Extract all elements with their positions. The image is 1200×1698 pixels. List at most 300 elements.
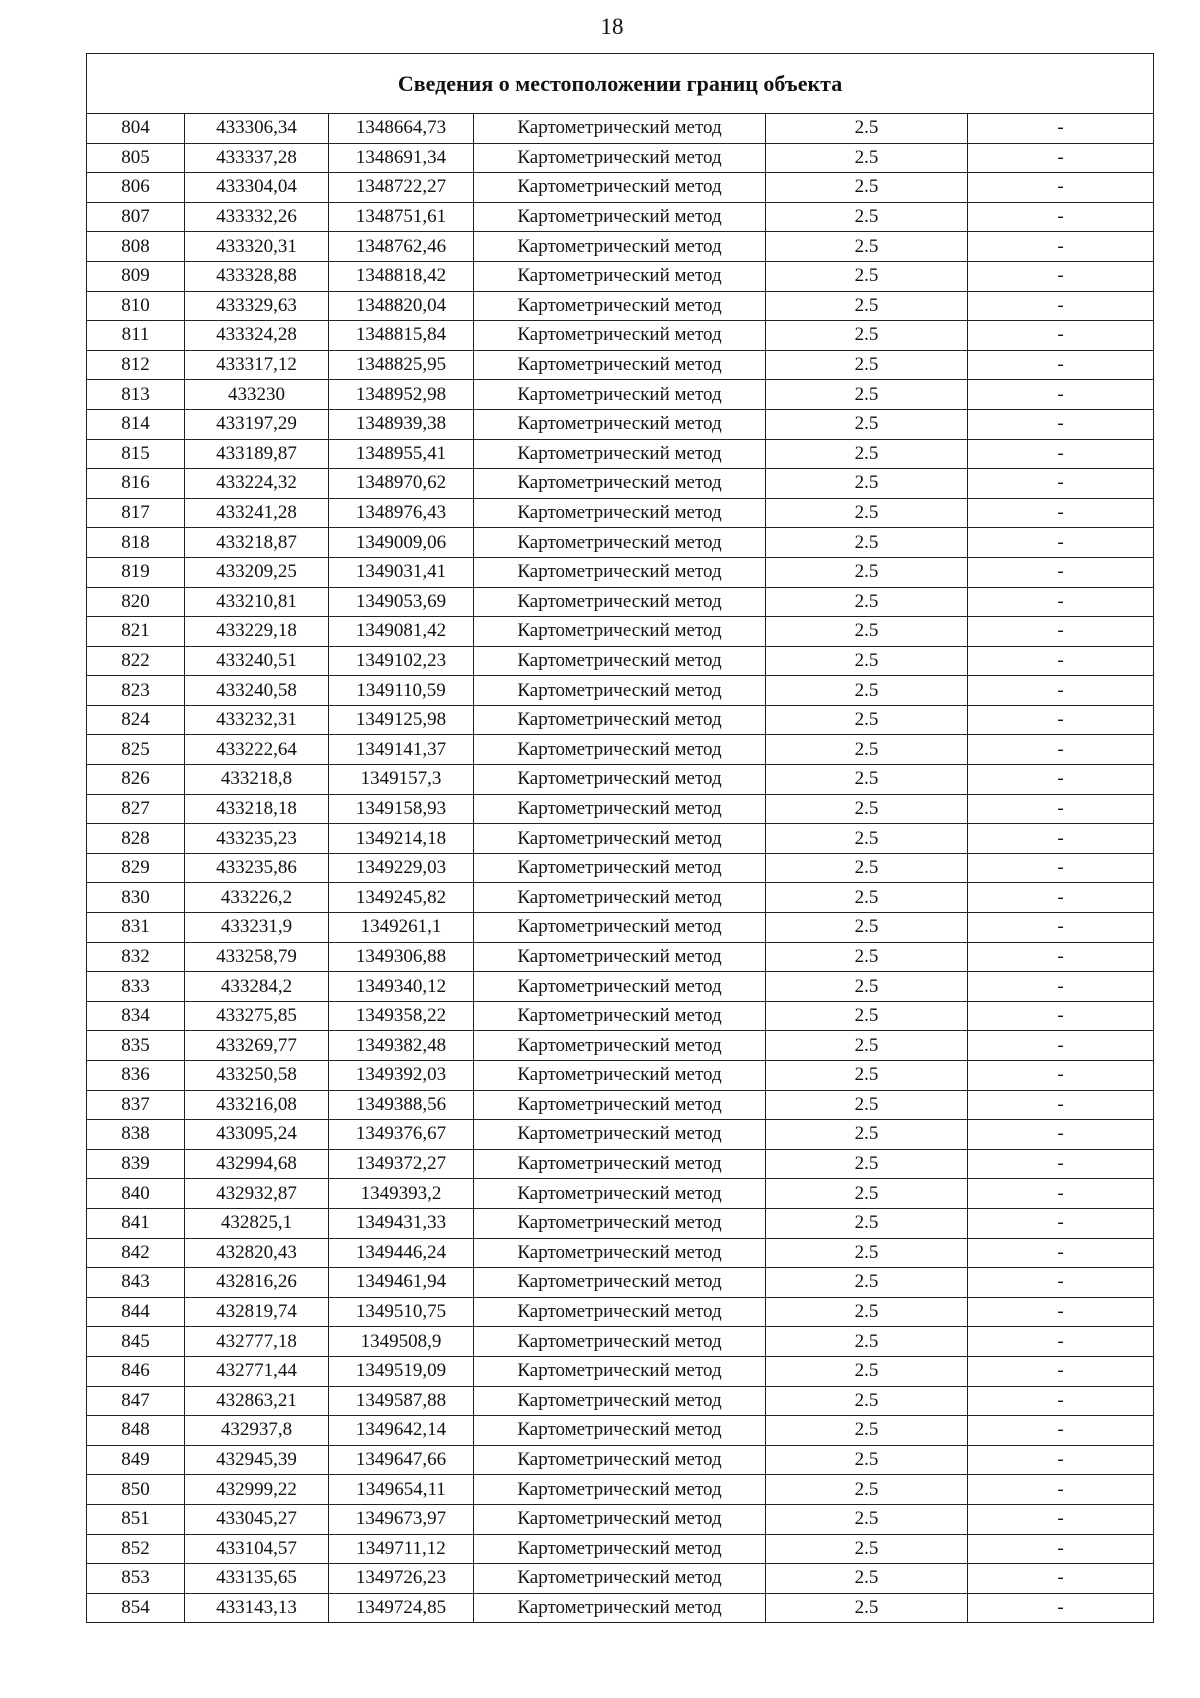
description-cell: - [968, 587, 1154, 617]
x-coordinate-cell: 433222,64 [185, 735, 329, 765]
x-coordinate-cell: 433232,31 [185, 705, 329, 735]
y-coordinate-cell: 1348970,62 [329, 469, 474, 499]
point-number-cell: 821 [87, 617, 185, 647]
point-number-cell: 843 [87, 1268, 185, 1298]
table-row [87, 1534, 1154, 1564]
point-number-cell: 841 [87, 1208, 185, 1238]
x-coordinate-cell: 433332,26 [185, 202, 329, 232]
method-cell: Картометрический метод [474, 617, 766, 647]
description-cell: - [968, 1386, 1154, 1416]
table-row [87, 1504, 1154, 1534]
table-title: Сведения о местоположении границ объекта [87, 54, 1154, 114]
x-coordinate-cell: 433218,87 [185, 528, 329, 558]
accuracy-cell: 2.5 [766, 1356, 968, 1386]
point-number-cell: 820 [87, 587, 185, 617]
point-number-cell: 824 [87, 705, 185, 735]
method-cell: Картометрический метод [474, 883, 766, 913]
point-number-cell: 804 [87, 114, 185, 144]
point-number-cell: 835 [87, 1031, 185, 1061]
table-row [87, 1120, 1154, 1150]
point-number-cell: 832 [87, 942, 185, 972]
accuracy-cell: 2.5 [766, 1208, 968, 1238]
method-cell: Картометрический метод [474, 1179, 766, 1209]
accuracy-cell: 2.5 [766, 1534, 968, 1564]
accuracy-cell: 2.5 [766, 853, 968, 883]
description-cell: - [968, 1593, 1154, 1623]
method-cell: Картометрический метод [474, 735, 766, 765]
description-cell: - [968, 202, 1154, 232]
table-row [87, 1031, 1154, 1061]
table-row [87, 291, 1154, 321]
accuracy-cell: 2.5 [766, 114, 968, 144]
table-row [87, 498, 1154, 528]
x-coordinate-cell: 433320,31 [185, 232, 329, 262]
page-number: 18 [600, 14, 624, 39]
point-number-cell: 816 [87, 469, 185, 499]
point-number-cell: 831 [87, 913, 185, 943]
accuracy-cell: 2.5 [766, 1090, 968, 1120]
method-cell: Картометрический метод [474, 291, 766, 321]
y-coordinate-cell: 1349110,59 [329, 676, 474, 706]
accuracy-cell: 2.5 [766, 1386, 968, 1416]
method-cell: Картометрический метод [474, 350, 766, 380]
description-cell: - [968, 942, 1154, 972]
accuracy-cell: 2.5 [766, 1001, 968, 1031]
point-number-cell: 834 [87, 1001, 185, 1031]
x-coordinate-cell: 433224,32 [185, 469, 329, 499]
accuracy-cell: 2.5 [766, 469, 968, 499]
table-row [87, 972, 1154, 1002]
method-cell: Картометрический метод [474, 1416, 766, 1446]
point-number-cell: 823 [87, 676, 185, 706]
y-coordinate-cell: 1349642,14 [329, 1416, 474, 1446]
point-number-cell: 844 [87, 1297, 185, 1327]
table-row [87, 114, 1154, 144]
table-row [87, 173, 1154, 203]
accuracy-cell: 2.5 [766, 1268, 968, 1298]
method-cell: Картометрический метод [474, 1504, 766, 1534]
accuracy-cell: 2.5 [766, 1179, 968, 1209]
description-cell: - [968, 1445, 1154, 1475]
point-number-cell: 846 [87, 1356, 185, 1386]
point-number-cell: 838 [87, 1120, 185, 1150]
point-number-cell: 811 [87, 321, 185, 351]
table-row [87, 1475, 1154, 1505]
x-coordinate-cell: 433143,13 [185, 1593, 329, 1623]
table-row [87, 409, 1154, 439]
method-cell: Картометрический метод [474, 1001, 766, 1031]
table-row [87, 1090, 1154, 1120]
point-number-cell: 819 [87, 557, 185, 587]
accuracy-cell: 2.5 [766, 1297, 968, 1327]
description-cell: - [968, 1238, 1154, 1268]
point-number-cell: 850 [87, 1475, 185, 1505]
y-coordinate-cell: 1349519,09 [329, 1356, 474, 1386]
x-coordinate-cell: 433269,77 [185, 1031, 329, 1061]
y-coordinate-cell: 1349009,06 [329, 528, 474, 558]
description-cell: - [968, 1297, 1154, 1327]
x-coordinate-cell: 432771,44 [185, 1356, 329, 1386]
accuracy-cell: 2.5 [766, 232, 968, 262]
x-coordinate-cell: 433329,63 [185, 291, 329, 321]
accuracy-cell: 2.5 [766, 883, 968, 913]
point-number-cell: 830 [87, 883, 185, 913]
table-row [87, 557, 1154, 587]
y-coordinate-cell: 1349724,85 [329, 1593, 474, 1623]
point-number-cell: 836 [87, 1061, 185, 1091]
description-cell: - [968, 676, 1154, 706]
point-number-cell: 809 [87, 261, 185, 291]
point-number-cell: 805 [87, 143, 185, 173]
x-coordinate-cell: 433104,57 [185, 1534, 329, 1564]
x-coordinate-cell: 433240,51 [185, 646, 329, 676]
table-row [87, 735, 1154, 765]
table-row [87, 1416, 1154, 1446]
method-cell: Картометрический метод [474, 1356, 766, 1386]
accuracy-cell: 2.5 [766, 646, 968, 676]
x-coordinate-cell: 433240,58 [185, 676, 329, 706]
x-coordinate-cell: 432945,39 [185, 1445, 329, 1475]
x-coordinate-cell: 433226,2 [185, 883, 329, 913]
accuracy-cell: 2.5 [766, 321, 968, 351]
y-coordinate-cell: 1348751,61 [329, 202, 474, 232]
x-coordinate-cell: 433229,18 [185, 617, 329, 647]
x-coordinate-cell: 433209,25 [185, 557, 329, 587]
y-coordinate-cell: 1349673,97 [329, 1504, 474, 1534]
x-coordinate-cell: 432937,8 [185, 1416, 329, 1446]
method-cell: Картометрический метод [474, 498, 766, 528]
accuracy-cell: 2.5 [766, 972, 968, 1002]
method-cell: Картометрический метод [474, 1268, 766, 1298]
description-cell: - [968, 1061, 1154, 1091]
method-cell: Картометрический метод [474, 321, 766, 351]
y-coordinate-cell: 1349392,03 [329, 1061, 474, 1091]
method-cell: Картометрический метод [474, 1120, 766, 1150]
accuracy-cell: 2.5 [766, 439, 968, 469]
description-cell: - [968, 1327, 1154, 1357]
y-coordinate-cell: 1348762,46 [329, 232, 474, 262]
table-row [87, 1445, 1154, 1475]
method-cell: Картометрический метод [474, 261, 766, 291]
boundary-coordinates-table [86, 53, 1154, 1623]
accuracy-cell: 2.5 [766, 528, 968, 558]
table-row [87, 942, 1154, 972]
point-number-cell: 807 [87, 202, 185, 232]
method-cell: Картометрический метод [474, 173, 766, 203]
table-row [87, 1327, 1154, 1357]
y-coordinate-cell: 1349711,12 [329, 1534, 474, 1564]
method-cell: Картометрический метод [474, 1208, 766, 1238]
description-cell: - [968, 1090, 1154, 1120]
description-cell: - [968, 913, 1154, 943]
description-cell: - [968, 498, 1154, 528]
y-coordinate-cell: 1349393,2 [329, 1179, 474, 1209]
point-number-cell: 828 [87, 824, 185, 854]
description-cell: - [968, 114, 1154, 144]
accuracy-cell: 2.5 [766, 1149, 968, 1179]
table-row [87, 261, 1154, 291]
table-row [87, 1593, 1154, 1623]
accuracy-cell: 2.5 [766, 1327, 968, 1357]
point-number-cell: 818 [87, 528, 185, 558]
description-cell: - [968, 824, 1154, 854]
description-cell: - [968, 1504, 1154, 1534]
table-row [87, 1179, 1154, 1209]
description-cell: - [968, 439, 1154, 469]
point-number-cell: 851 [87, 1504, 185, 1534]
x-coordinate-cell: 432819,74 [185, 1297, 329, 1327]
table-row [87, 676, 1154, 706]
y-coordinate-cell: 1349431,33 [329, 1208, 474, 1238]
point-number-cell: 827 [87, 794, 185, 824]
description-cell: - [968, 735, 1154, 765]
description-cell: - [968, 1208, 1154, 1238]
y-coordinate-cell: 1349157,3 [329, 765, 474, 795]
point-number-cell: 806 [87, 173, 185, 203]
accuracy-cell: 2.5 [766, 557, 968, 587]
description-cell: - [968, 883, 1154, 913]
accuracy-cell: 2.5 [766, 143, 968, 173]
table-row [87, 232, 1154, 262]
y-coordinate-cell: 1349461,94 [329, 1268, 474, 1298]
accuracy-cell: 2.5 [766, 498, 968, 528]
y-coordinate-cell: 1349376,67 [329, 1120, 474, 1150]
y-coordinate-cell: 1349358,22 [329, 1001, 474, 1031]
point-number-cell: 813 [87, 380, 185, 410]
x-coordinate-cell: 432999,22 [185, 1475, 329, 1505]
point-number-cell: 848 [87, 1416, 185, 1446]
description-cell: - [968, 794, 1154, 824]
method-cell: Картометрический метод [474, 1475, 766, 1505]
x-coordinate-cell: 433306,34 [185, 114, 329, 144]
x-coordinate-cell: 432820,43 [185, 1238, 329, 1268]
description-cell: - [968, 380, 1154, 410]
y-coordinate-cell: 1349647,66 [329, 1445, 474, 1475]
table-row [87, 1001, 1154, 1031]
description-cell: - [968, 646, 1154, 676]
table-row [87, 617, 1154, 647]
x-coordinate-cell: 433250,58 [185, 1061, 329, 1091]
accuracy-cell: 2.5 [766, 765, 968, 795]
method-cell: Картометрический метод [474, 202, 766, 232]
method-cell: Картометрический метод [474, 143, 766, 173]
x-coordinate-cell: 433337,28 [185, 143, 329, 173]
description-cell: - [968, 291, 1154, 321]
point-number-cell: 854 [87, 1593, 185, 1623]
y-coordinate-cell: 1349053,69 [329, 587, 474, 617]
method-cell: Картометрический метод [474, 765, 766, 795]
point-number-cell: 825 [87, 735, 185, 765]
description-cell: - [968, 557, 1154, 587]
description-cell: - [968, 972, 1154, 1002]
accuracy-cell: 2.5 [766, 1416, 968, 1446]
point-number-cell: 814 [87, 409, 185, 439]
accuracy-cell: 2.5 [766, 794, 968, 824]
y-coordinate-cell: 1349031,41 [329, 557, 474, 587]
accuracy-cell: 2.5 [766, 1238, 968, 1268]
x-coordinate-cell: 433095,24 [185, 1120, 329, 1150]
table-row [87, 646, 1154, 676]
x-coordinate-cell: 433235,86 [185, 853, 329, 883]
y-coordinate-cell: 1348691,34 [329, 143, 474, 173]
accuracy-cell: 2.5 [766, 380, 968, 410]
x-coordinate-cell: 433231,9 [185, 913, 329, 943]
table-row [87, 143, 1154, 173]
description-cell: - [968, 1120, 1154, 1150]
method-cell: Картометрический метод [474, 469, 766, 499]
table-row [87, 1297, 1154, 1327]
x-coordinate-cell: 433241,28 [185, 498, 329, 528]
x-coordinate-cell: 433324,28 [185, 321, 329, 351]
y-coordinate-cell: 1349158,93 [329, 794, 474, 824]
x-coordinate-cell: 433197,29 [185, 409, 329, 439]
y-coordinate-cell: 1348818,42 [329, 261, 474, 291]
accuracy-cell: 2.5 [766, 1061, 968, 1091]
table-row [87, 1356, 1154, 1386]
method-cell: Картометрический метод [474, 587, 766, 617]
accuracy-cell: 2.5 [766, 350, 968, 380]
table-row [87, 913, 1154, 943]
method-cell: Картометрический метод [474, 646, 766, 676]
point-number-cell: 817 [87, 498, 185, 528]
y-coordinate-cell: 1349102,23 [329, 646, 474, 676]
table-row [87, 1061, 1154, 1091]
y-coordinate-cell: 1349125,98 [329, 705, 474, 735]
method-cell: Картометрический метод [474, 557, 766, 587]
table-row [87, 350, 1154, 380]
y-coordinate-cell: 1349372,27 [329, 1149, 474, 1179]
description-cell: - [968, 765, 1154, 795]
point-number-cell: 815 [87, 439, 185, 469]
point-number-cell: 842 [87, 1238, 185, 1268]
point-number-cell: 852 [87, 1534, 185, 1564]
accuracy-cell: 2.5 [766, 913, 968, 943]
accuracy-cell: 2.5 [766, 705, 968, 735]
table-row [87, 1564, 1154, 1594]
description-cell: - [968, 1416, 1154, 1446]
point-number-cell: 849 [87, 1445, 185, 1475]
accuracy-cell: 2.5 [766, 1475, 968, 1505]
x-coordinate-cell: 433216,08 [185, 1090, 329, 1120]
table-row [87, 765, 1154, 795]
table-row [87, 705, 1154, 735]
point-number-cell: 845 [87, 1327, 185, 1357]
method-cell: Картометрический метод [474, 439, 766, 469]
method-cell: Картометрический метод [474, 528, 766, 558]
method-cell: Картометрический метод [474, 824, 766, 854]
y-coordinate-cell: 1348939,38 [329, 409, 474, 439]
y-coordinate-cell: 1348815,84 [329, 321, 474, 351]
accuracy-cell: 2.5 [766, 1593, 968, 1623]
description-cell: - [968, 1149, 1154, 1179]
table-row [87, 1149, 1154, 1179]
y-coordinate-cell: 1349382,48 [329, 1031, 474, 1061]
point-number-cell: 810 [87, 291, 185, 321]
description-cell: - [968, 1534, 1154, 1564]
accuracy-cell: 2.5 [766, 261, 968, 291]
method-cell: Картометрический метод [474, 1327, 766, 1357]
y-coordinate-cell: 1349261,1 [329, 913, 474, 943]
method-cell: Картометрический метод [474, 1238, 766, 1268]
y-coordinate-cell: 1349726,23 [329, 1564, 474, 1594]
method-cell: Картометрический метод [474, 380, 766, 410]
description-cell: - [968, 1564, 1154, 1594]
table-row [87, 794, 1154, 824]
accuracy-cell: 2.5 [766, 942, 968, 972]
accuracy-cell: 2.5 [766, 617, 968, 647]
method-cell: Картометрический метод [474, 1445, 766, 1475]
method-cell: Картометрический метод [474, 972, 766, 1002]
method-cell: Картометрический метод [474, 676, 766, 706]
table-row [87, 528, 1154, 558]
x-coordinate-cell: 432994,68 [185, 1149, 329, 1179]
table-row [87, 587, 1154, 617]
accuracy-cell: 2.5 [766, 1564, 968, 1594]
accuracy-cell: 2.5 [766, 409, 968, 439]
x-coordinate-cell: 433218,8 [185, 765, 329, 795]
table-body [87, 54, 1154, 1623]
x-coordinate-cell: 433189,87 [185, 439, 329, 469]
accuracy-cell: 2.5 [766, 676, 968, 706]
y-coordinate-cell: 1349654,11 [329, 1475, 474, 1505]
accuracy-cell: 2.5 [766, 1120, 968, 1150]
point-number-cell: 808 [87, 232, 185, 262]
table-row [87, 824, 1154, 854]
x-coordinate-cell: 432863,21 [185, 1386, 329, 1416]
table-row [87, 1238, 1154, 1268]
table-row [87, 439, 1154, 469]
description-cell: - [968, 1001, 1154, 1031]
method-cell: Картометрический метод [474, 1564, 766, 1594]
x-coordinate-cell: 432932,87 [185, 1179, 329, 1209]
y-coordinate-cell: 1348722,27 [329, 173, 474, 203]
x-coordinate-cell: 433284,2 [185, 972, 329, 1002]
description-cell: - [968, 350, 1154, 380]
x-coordinate-cell: 433235,23 [185, 824, 329, 854]
description-cell: - [968, 617, 1154, 647]
accuracy-cell: 2.5 [766, 1504, 968, 1534]
y-coordinate-cell: 1349446,24 [329, 1238, 474, 1268]
table-row [87, 1386, 1154, 1416]
description-cell: - [968, 853, 1154, 883]
table-row [87, 469, 1154, 499]
y-coordinate-cell: 1349214,18 [329, 824, 474, 854]
accuracy-cell: 2.5 [766, 173, 968, 203]
description-cell: - [968, 1475, 1154, 1505]
description-cell: - [968, 1268, 1154, 1298]
description-cell: - [968, 173, 1154, 203]
description-cell: - [968, 1031, 1154, 1061]
method-cell: Картометрический метод [474, 705, 766, 735]
point-number-cell: 826 [87, 765, 185, 795]
method-cell: Картометрический метод [474, 794, 766, 824]
accuracy-cell: 2.5 [766, 1031, 968, 1061]
method-cell: Картометрический метод [474, 1534, 766, 1564]
y-coordinate-cell: 1349245,82 [329, 883, 474, 913]
y-coordinate-cell: 1349229,03 [329, 853, 474, 883]
method-cell: Картометрический метод [474, 1090, 766, 1120]
y-coordinate-cell: 1349340,12 [329, 972, 474, 1002]
method-cell: Картометрический метод [474, 1031, 766, 1061]
y-coordinate-cell: 1349587,88 [329, 1386, 474, 1416]
x-coordinate-cell: 433304,04 [185, 173, 329, 203]
accuracy-cell: 2.5 [766, 1445, 968, 1475]
method-cell: Картометрический метод [474, 1149, 766, 1179]
accuracy-cell: 2.5 [766, 735, 968, 765]
y-coordinate-cell: 1348664,73 [329, 114, 474, 144]
method-cell: Картометрический метод [474, 853, 766, 883]
point-number-cell: 822 [87, 646, 185, 676]
